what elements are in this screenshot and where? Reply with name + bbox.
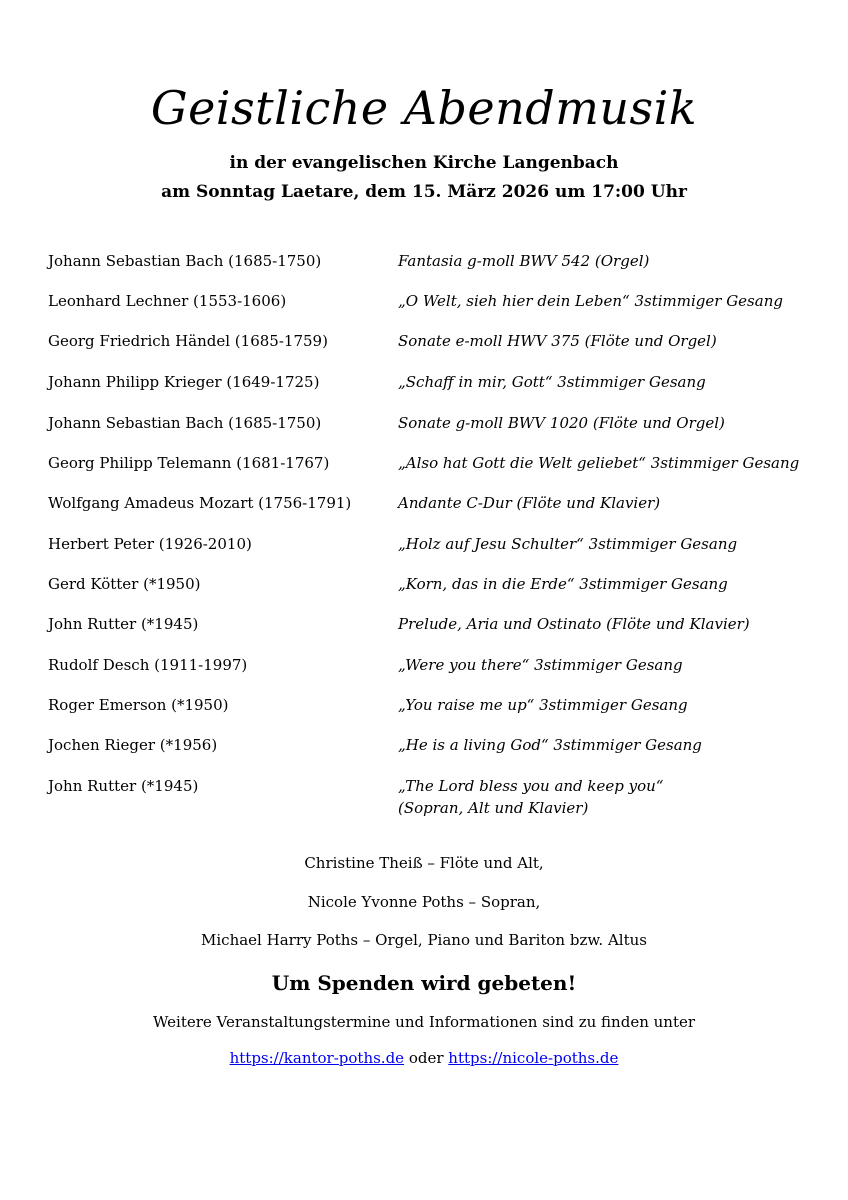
link-nicole-poths[interactable]: https://nicole-poths.de (448, 1049, 619, 1067)
program-row (0, 371, 848, 411)
composer: John Rutter (*1945) (48, 615, 199, 633)
program-row (0, 775, 848, 825)
performer-organ-piano: Michael Harry Poths – Orgel, Piano und Bariton bzw. Altus (201, 931, 647, 949)
composer: Gerd Kötter (*1950) (48, 575, 201, 593)
work-title: „You raise me up“ 3stimmiger Gesang (398, 696, 688, 714)
page-title: Geistliche Abendmusik (150, 81, 698, 135)
composer: John Rutter (*1945) (48, 777, 199, 795)
work-title: Fantasia g-moll BWV 542 (Orgel) (398, 252, 650, 270)
composer: Leonhard Lechner (1553-1606) (48, 292, 287, 310)
work-title: „The Lord bless you and keep you“ (398, 777, 664, 795)
program-row (0, 412, 848, 452)
work-title: Andante C-Dur (Flöte und Klavier) (398, 494, 661, 512)
composer: Johann Sebastian Bach (1685-1750) (48, 414, 322, 432)
work-title: „Schaff in mir, Gott“ 3stimmiger Gesang (398, 373, 706, 391)
program-row (0, 492, 848, 532)
work-title: Sonate g-moll BWV 1020 (Flöte und Orgel) (398, 414, 725, 432)
composer: Johann Sebastian Bach (1685-1750) (48, 252, 322, 270)
links-line (0, 1047, 848, 1069)
subtitle-date: am Sonntag Laetare, dem 15. März 2026 um 17:00 Uhr (161, 182, 687, 202)
composer: Georg Friedrich Händel (1685-1759) (48, 332, 328, 350)
program-row (0, 533, 848, 573)
work-instrumentation: (Sopran, Alt und Klavier) (398, 799, 589, 817)
composer: Wolfgang Amadeus Mozart (1756-1791) (48, 494, 352, 512)
composer: Rudolf Desch (1911-1997) (48, 656, 248, 674)
composer: Johann Philipp Krieger (1649-1725) (48, 373, 320, 391)
work-title: „O Welt, sieh hier dein Leben“ 3stimmiger Gesang (398, 292, 783, 310)
composer: Roger Emerson (*1950) (48, 696, 229, 714)
work-title: „Korn, das in die Erde“ 3stimmiger Gesang (398, 575, 728, 593)
donation-notice: Um Spenden wird gebeten! (271, 971, 577, 995)
composer: Georg Philipp Telemann (1681-1767) (48, 454, 330, 472)
program-row (0, 452, 848, 492)
work-title: Sonate e-moll HWV 375 (Flöte und Orgel) (398, 332, 717, 350)
program-row (0, 694, 848, 734)
program-row (0, 573, 848, 613)
performer-soprano: Nicole Yvonne Poths – Sopran, (307, 893, 541, 911)
work-title: „Were you there“ 3stimmiger Gesang (398, 656, 683, 674)
work-title: „Also hat Gott die Welt geliebet“ 3stimmiger Gesang (398, 454, 800, 472)
composer: Herbert Peter (1926-2010) (48, 535, 252, 553)
program-row (0, 250, 848, 290)
program-row (0, 734, 848, 774)
composer: Jochen Rieger (*1956) (48, 736, 218, 754)
work-title: Prelude, Aria und Ostinato (Flöte und Klavier) (398, 615, 750, 633)
info-text: Weitere Veranstaltungstermine und Informationen sind zu finden unter (152, 1013, 696, 1031)
program-row (0, 330, 848, 370)
work-title: „He is a living God“ 3stimmiger Gesang (398, 736, 702, 754)
program-row (0, 290, 848, 330)
program-row (0, 613, 848, 653)
work-title: „Holz auf Jesu Schulter“ 3stimmiger Gesang (398, 535, 738, 553)
links-separator: oder (408, 1049, 444, 1067)
performer-flute-alto: Christine Theiß – Flöte und Alt, (304, 854, 544, 872)
work-title-block (398, 775, 663, 819)
link-kantor-poths[interactable]: https://kantor-poths.de (229, 1049, 405, 1067)
program-row (0, 654, 848, 694)
subtitle-venue: in der evangelischen Kirche Langenbach (229, 153, 619, 173)
